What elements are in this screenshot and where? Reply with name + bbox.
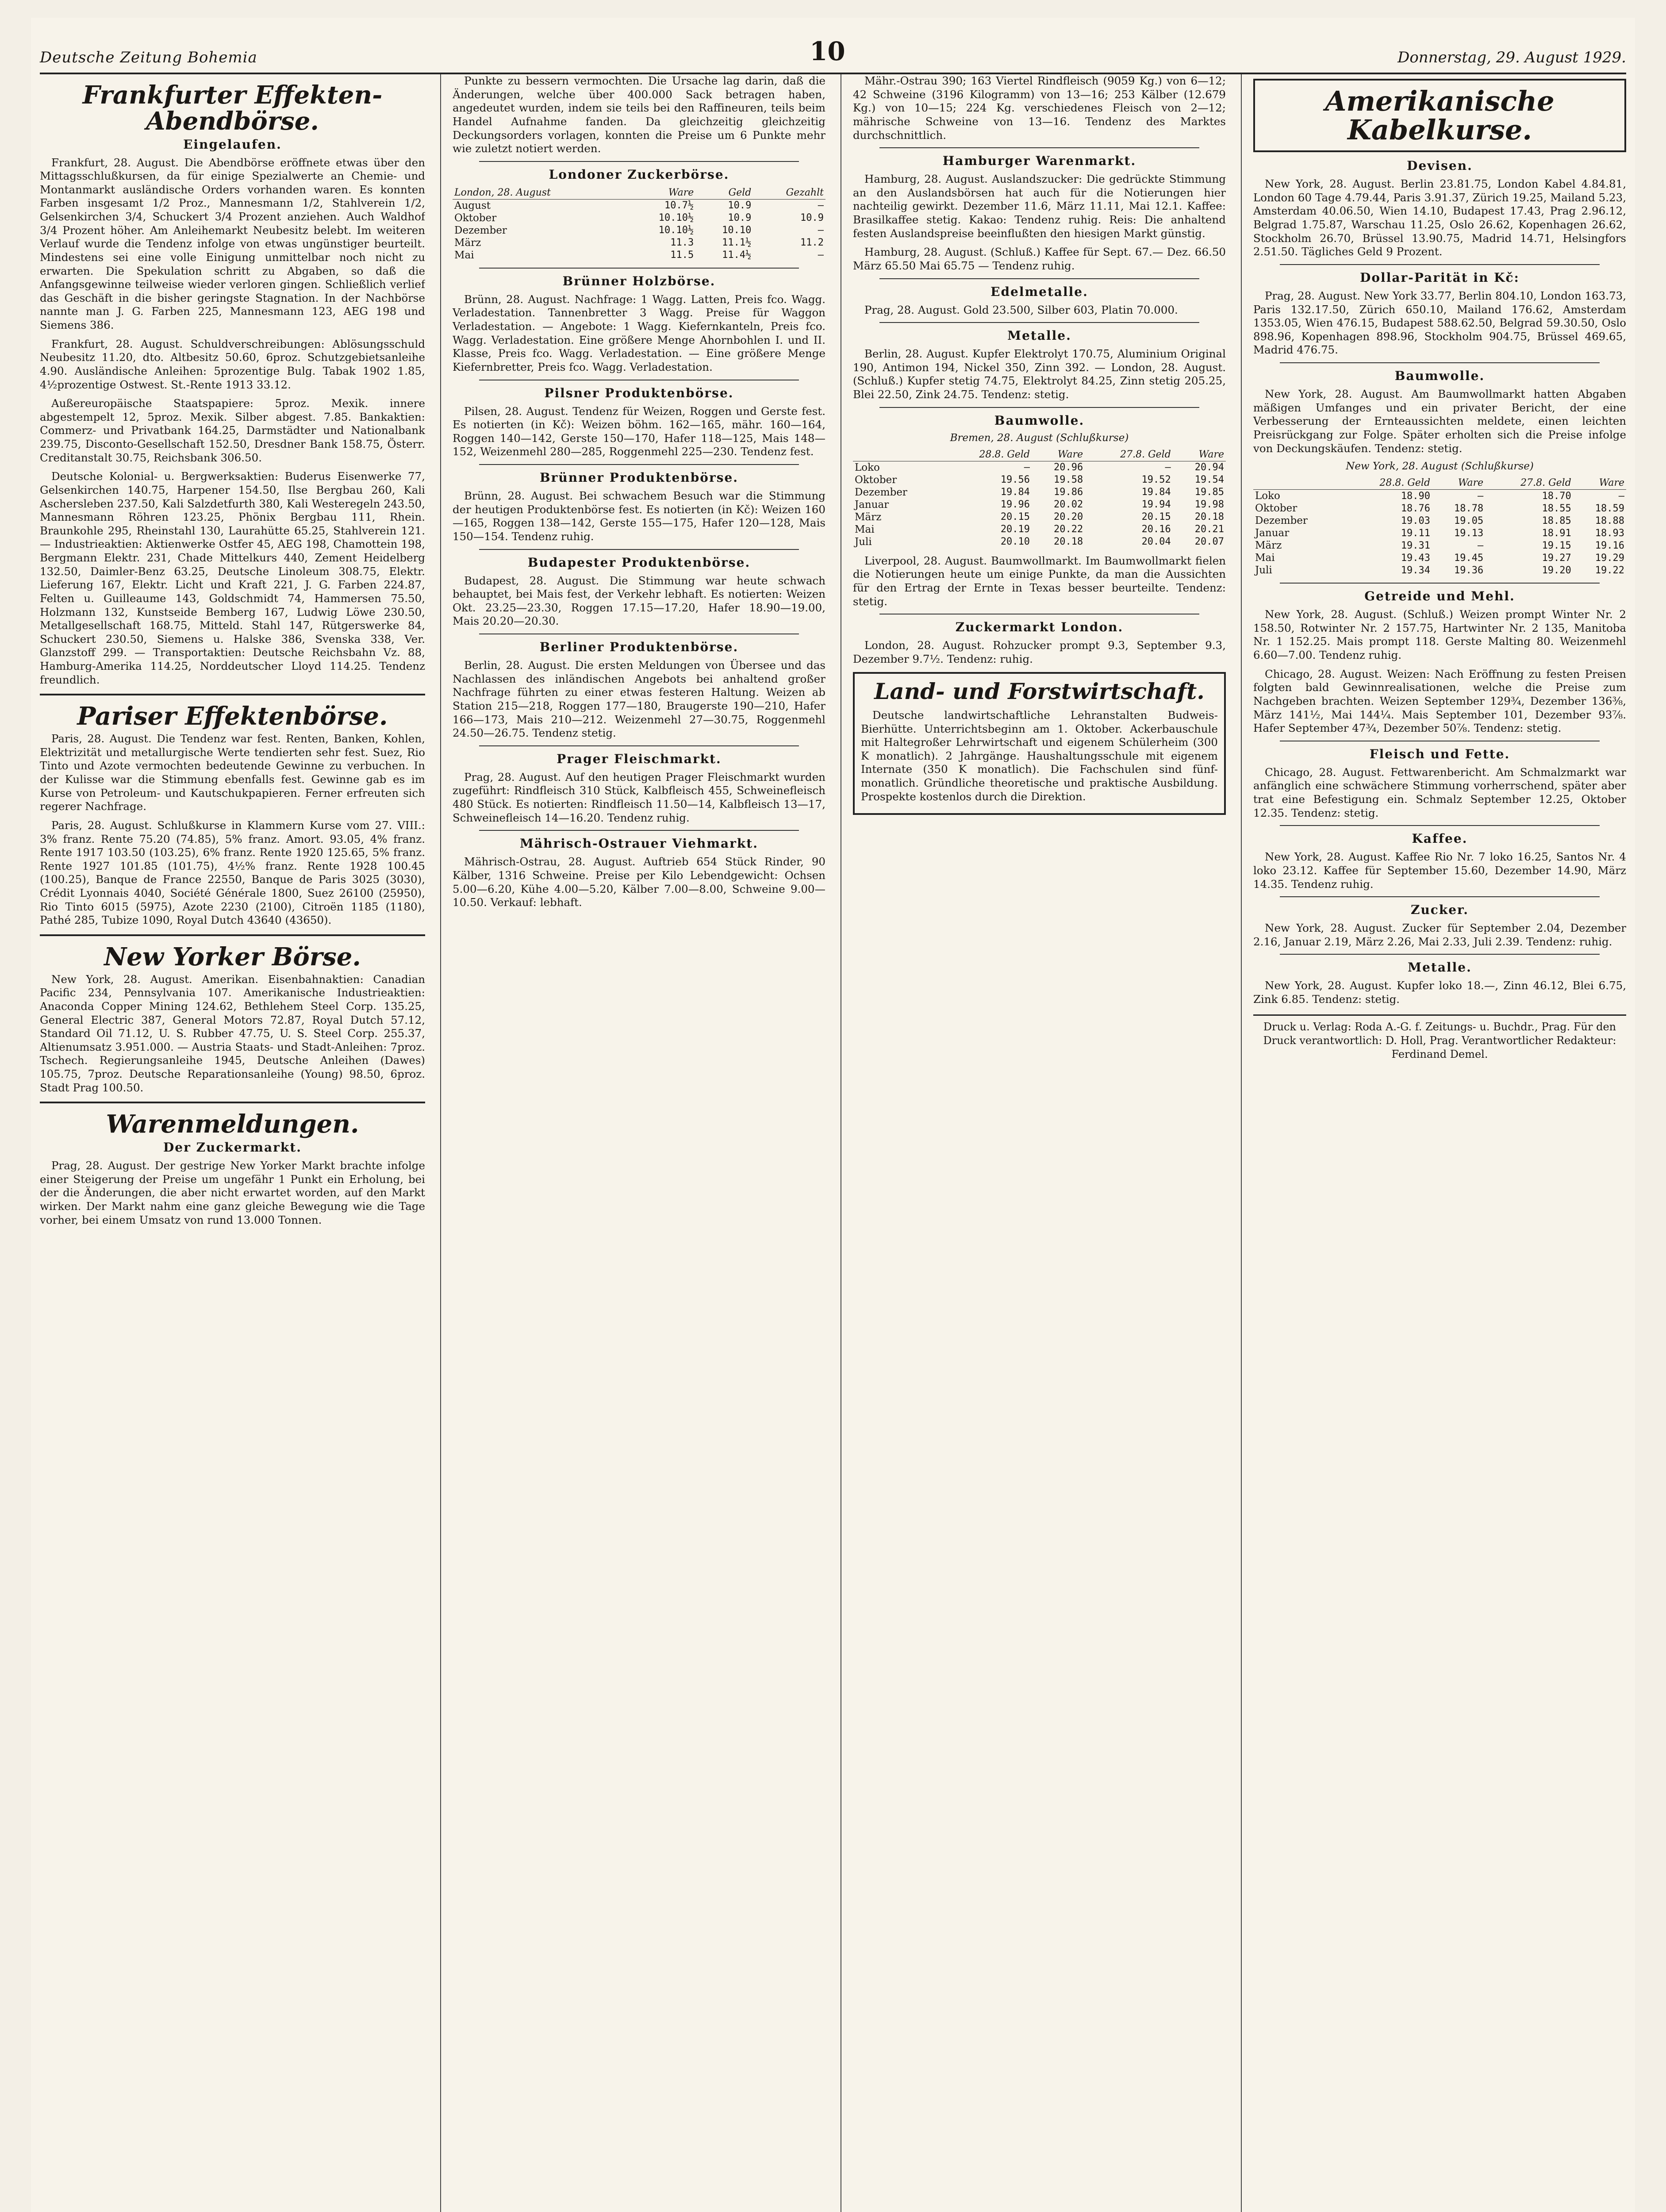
newspaper-page [31,18,1635,2212]
table-cell: 18.88 [1595,515,1624,526]
article-paragraph: Mährisch-Ostrau, 28. August. Auftrieb 654 Stück Rinder, 90 Kälber, 1316 Schweine. Preise per Kilo Lebendgewicht: Ochsen 5.00—6.20, Kühe 4.00—5.20, Kälber 7.00—8.00, Schweine 9.00—10.50. Verkauf: lebhaft. [453,855,825,909]
article-paragraph: Hamburg, 28. August. Auslandszucker: Die gedrückte Stimmung an den Auslandsbörsen hat auch für die Notierungen hier nachteilig gewirkt. Dezember 11.6, März 11.11, Mai 12.1. Kaffee: Brasilkaffee stetig. Kakao: Tendenz ruhig. Reis: Die anhaltend festen Auslandspreise beeinflußten den hiesigen Markt günstig. [853,173,1226,240]
table-cell: 20.15 [1000,511,1030,523]
table-cell: 20.20 [1053,511,1083,523]
table-cell: 19.13 [1454,527,1484,539]
table-row: Mai 11.5 11.4½ — [454,249,824,261]
table-cell: 19.05 [1454,515,1484,526]
table-cell: 19.58 [1053,474,1083,486]
table-cell: 20.94 [1194,462,1224,473]
table-cell: 19.15 [1542,540,1571,551]
table-cell: Oktober [1255,503,1297,515]
table-cell: 20.15 [1141,511,1171,523]
table-cell: Dezember [1255,515,1308,527]
table-row [853,461,1226,474]
divider [879,322,1199,323]
table-header: Ware [1032,448,1085,461]
section-title: Frankfurter Effekten-Abendbörse. [82,81,383,136]
table-cell: 19.98 [1194,499,1224,511]
section-title-boxed: Amerikanische Kabelkurse. [1253,79,1626,152]
table-cell: 19.11 [1401,527,1431,539]
section-title: Warenmeldungen. [106,1110,359,1139]
article-paragraph: Prag, 28. August. Auf den heutigen Prager Fleischmarkt wurden zugeführt: Rindfleisch 310 Stück, Kalbfleisch 455, Schweinefleisch 480 Stück. Es notierten: Rindfleisch 11.50—14, Kalbfleisch 13—17, Schweinefleisch 14—16.20. Tendenz ruhig. [453,770,825,824]
divider [1280,264,1600,265]
table-row [1253,527,1626,539]
article-paragraph: London, 28. August. Rohzucker prompt 9.3, September 9.3, Dezember 9.7½. Tendenz: ruhig. [853,639,1226,665]
table-row [853,499,1226,511]
table-row [1253,564,1626,576]
table-cell: 19.85 [1194,487,1224,498]
divider [1280,896,1600,897]
table-cell: — [1477,490,1484,502]
divider [879,278,1199,279]
table-cell: — [1024,462,1030,473]
table-caption: New York, 28. August (Schlußkurse) [1346,461,1534,472]
divider [479,464,799,465]
section-subtitle: Der Zuckermarkt. [163,1140,302,1155]
table-cell: 19.84 [1141,487,1171,498]
article-paragraph: Außereuropäische Staatspapiere: 5proz. Mexik. innere abgestempelt 12, 5proz. Mexik. Silber abgest. 7.85. Bankaktien: Commerz- und Privatbank 164.25, Darmstädter und Nationalbank 239.75, Disconto-Gesellschaft 152.50, Dresdner Bank 158.75, Österr. Creditanstalt 30.75, Reichsbank 306.50. [40,397,425,464]
table-cell: 20.19 [1000,524,1030,535]
land-forst-box [853,672,1226,815]
table-cell: Januar [1255,527,1290,539]
table-row [853,523,1226,536]
section-title: Pariser Effektenbörse. [77,702,388,731]
section-title: Fleisch und Fette. [1369,746,1510,761]
dateline: Donnerstag, 29. August 1929. [1397,49,1626,66]
table-cell: 20.21 [1194,524,1224,535]
divider [40,934,425,936]
page-number: 10 [810,36,845,66]
table-row: August 10.7½ 10.9 — [454,200,824,211]
table-header [853,448,944,461]
section-title: Prager Fleischmarkt. [557,751,722,766]
section-title: Zuckermarkt London. [955,620,1124,635]
table-cell: Mai [855,523,875,535]
article-paragraph: New York, 28. August. Amerikan. Eisenbahnaktien: Canadian Pacific 234, Pennsylvania 107. Amerikanische Industrieaktien: Anaconda Copper Mining 124.62, Bethlehem Steel Corp. 135.25, General Electric 387, General Motors 72.87, Royal Dutch 57.12, Standard Oil 71.12, U. S. Rubber 47.75, U. S. Steel Corp. 255.37, Altienumsatz 3.951.000. — Austria Staats- und Stadt-Anleihen: 7proz. Tschech. Regierungsanleihe 1945, Deutsche Anleihen (Dawes) 105.75, 7proz. Deutsche Reparationsanleihe (Young) 98.50, 6proz. Stadt Prag 100.50. [40,972,425,1094]
divider [479,268,799,269]
article-paragraph: Frankfurt, 28. August. Schuldverschreibungen: Ablösungsschuld Neubesitz 11.20, dto. Altbesitz 50.60, 6proz. Schutzgebietsanleihe 4.90. Ausländische Anleihen: 5prozentige Bulg. Tabak 1902 1.85, 4½prozentige Ostwest. St.-Rente 1913 33.12. [40,337,425,391]
article-paragraph: Frankfurt, 28. August. Die Abendbörse eröffnete etwas über den Mittagsschlußkursen, da für einige Spezialwerte an Chemie- und Montanmarkt ausländische Orders vorhanden waren. Es konnten Farben insgesamt 1/2 Proz., Mannesmann 1/2, Stahlverein 1/2, Gelsenkirchen 3/4, Schuckert 3/4 Prozent anziehen. Auch Waldhof 3/4 Prozent höher. Am Anleihemarkt Neubesitz belebt. Im weiteren Verlauf wurde die Tendenz infolge von etwas ungünstiger beurteilt. Mindestens sei eine volle Einigung unmittelbar noch nicht zu erwarten. Die Spekulation schritt zu Abgaben, so daß die Anfangsgewinne teilweise wieder verloren gingen. Schließlich verlief das Geschäft in die bisher geringste Stagnation. In der Nachbörse nannte man J. G. Farben 225, Mannesmann 123, AEG 198 und Siemens 386. [40,156,425,332]
section-subtitle: Eingelaufen. [183,137,282,152]
table-cell: 19.43 [1401,552,1431,564]
table-row: Oktober 10.10½ 10.9 10.9 [454,212,824,224]
table-row [853,536,1226,548]
table-cell: 18.78 [1454,503,1484,514]
article-paragraph: Berlin, 28. August. Kupfer Elektrolyt 170.75, Aluminium Original 190, Antimon 194, Nickel 350, Zinn 392. — London, 28. August. (Schluß.) Kupfer stetig 74.75, Elektrolyt 84.25, Zinn stetig 205.25, Blei 22.50, Zink 24.75. Tendenz: stetig. [853,347,1226,401]
divider [40,694,425,695]
table-cell: Juli [855,536,872,548]
table-cell: 19.52 [1141,474,1171,486]
column-4 [1241,74,1626,2212]
article-paragraph: Prag, 28. August. Gold 23.500, Silber 603, Platin 70.000. [864,303,1178,316]
table-cell: 19.94 [1141,499,1171,511]
article-paragraph: Chicago, 28. August. Fettwarenbericht. Am Schmalzmarkt war anfänglich eine schwächere Stimmung vorherrschend, später aber trat eine Befestigung ein. Schmalz September 12.25, Oktober 12.35. Tendenz: stetig. [1253,765,1626,819]
column-2 [440,74,825,2212]
divider [1280,954,1600,955]
article-paragraph: Mähr.-Ostrau 390; 163 Viertel Rindfleisch (9059 Kg.) von 6—12; 42 Schweine (3196 Kilogramm) von 13—16; 253 Kälber (12.679 Kg.) von 10—15; 224 Kg. verschiedenes Fleisch von 2—12; mährische Schweine von 13—16. Tendenz des Marktes durchschnittlich. [853,74,1226,142]
section-title: Hamburger Warenmarkt. [942,154,1136,169]
section-title: Baumwolle. [1394,369,1485,384]
column-3 [841,74,1226,2212]
table-cell: — [1477,540,1484,551]
section-title: New Yorker Börse. [104,942,361,972]
table-cell: 20.96 [1053,462,1083,473]
table-cell: 19.03 [1401,515,1431,526]
table-cell: 19.27 [1542,552,1571,564]
table-cell: 18.93 [1595,527,1624,539]
table-header: Geld [695,186,753,200]
table-cell: — [1165,462,1171,473]
table-cell: Loko [855,461,880,473]
table-cell: Mai [1255,552,1275,564]
article-paragraph: New York, 28. August. Zucker für September 2.04, Dezember 2.16, Januar 2.19, März 2.26, Mai 2.33, Juli 2.39. Tendenz: ruhig. [1253,922,1626,948]
table-cell: 20.22 [1053,524,1083,535]
article-paragraph: New York, 28. August. Am Baumwollmarkt hatten Abgaben mäßigen Umfanges und ein privater Bericht, der eine Verbesserung der Ernteaussichten meldete, einen leichten Preisrückgang zur Folge. Später erholten sich die Preise infolge von Deckungskäufen. Tendenz: stetig. [1253,388,1626,455]
article-paragraph: Berlin, 28. August. Die ersten Meldungen von Übersee und das Nachlassen des inländischen Angebots bei anhaltend großer Nachfrage führten zu einer etwas festeren Haltung. Weizen ab Station 215—218, Roggen 177—180, Braugerste 190—210, Hafer 166—173, Mais 210—212. Weizenmehl 27—30.75, Roggenmehl 24.50—26.75. Tendenz stetig. [453,659,825,740]
table-cell: Dezember [855,486,907,498]
article-paragraph: Hamburg, 28. August. (Schluß.) Kaffee für Sept. 67.— Dez. 66.50 März 65.50 Mai 65.75 — Tendenz ruhig. [853,246,1226,272]
masthead: Deutsche Zeitung Bohemia [40,49,257,66]
article-paragraph: Paris, 28. August. Schlußkurse in Klammern Kurse vom 27. VIII.: 3% franz. Rente 75.20 (74.85), 5% franz. Amort. 93.05, 4% franz. Rente 1917 103.50 (103.25), 6% franz. Rente 1920 125.65, 5% franz. Rente 1927 101.85 (101.75), 4½% franz. Rente 1928 100.45 (100.25), Banque de France 22550, Banque de Paris 3025 (3030), Crédit Lyonnais 4040, Société Générale 1800, Suez 26100 (25950), Rio Tinto 6015 (5975), Azote 2230 (2100), Citroën 1185 (1180), Pathé 285, Tubize 1090, Royal Dutch 43640 (43650). [40,818,425,927]
table-row [1253,552,1626,564]
table-header: 28.8. Geld [1344,476,1432,490]
table-row [853,486,1226,499]
table-cell: Oktober [855,474,897,486]
table-cell: 18.70 [1542,490,1571,502]
article-paragraph: Prag, 28. August. Der gestrige New Yorker Markt brachte infolge einer Steigerung der Preise um ungefähr 1 Punkt ein Erholung, bei der die Änderungen, die aber nicht erwartet worden, auf den Markt wirken. Der Markt nahm eine ganz gleiche Bewegung wie die Tage vorher, bei einem Umsatz von rund 13.000 Tonnen. [40,1159,425,1226]
table-header: 27.8. Geld [1485,476,1573,490]
table-cell: 18.85 [1542,515,1571,526]
table-cell: 19.86 [1053,487,1083,498]
table-header: 27.8. Geld [1085,448,1173,461]
page-header [40,18,1626,74]
divider [1280,362,1600,363]
table-header: London, 28. August [453,186,628,200]
table-cell: 19.36 [1454,565,1484,576]
divider [879,147,1199,148]
section-title: Brünner Produktenbörse. [539,470,739,485]
column-1 [40,74,425,2212]
table-cell: — [1618,490,1624,502]
table-row [1253,539,1626,552]
table-row [1253,515,1626,527]
table-row [853,511,1226,523]
article-paragraph: Prag, 28. August. New York 33.77, Berlin 804.10, London 163.73, Paris 132.17.50, Zürich 650.10, Mailand 176.62, Amsterdam 1353.05, Wien 476.15, Budapest 588.62.50, Belgrad 59.30.50, Oslo 898.96, Kopenhagen 898.96, Stockholm 904.75, Brüssel 469.65, Madrid 476.75. [1253,289,1626,357]
table-row [1253,490,1626,503]
table-cell: Juli [1255,565,1272,576]
table-caption: Bremen, 28. August (Schlußkurse) [950,432,1129,444]
columns [40,74,1626,2212]
section-title: Brünner Holzbörse. [562,273,716,288]
table-cell: 19.22 [1595,565,1624,576]
divider [1280,825,1600,826]
table-cell: 19.16 [1595,540,1624,551]
section-title: Dollar-Parität in Kč: [1360,270,1520,285]
divider [479,161,799,162]
article-paragraph: Pilsen, 28. August. Tendenz für Weizen, Roggen und Gerste fest. Es notierten (in Kč): Weizen böhm. 162—165, mähr. 160—164, Roggen 140—142, Gerste 150—170, Hafer 118—125, Mais 148—152, Weizenmehl 280—285, Roggenmehl 225—230. Tendenz fest. [453,404,825,458]
article-paragraph: Budapest, 28. August. Die Stimmung war heute schwach behauptet, bei Mais fest, der Verkehr lebhaft. Es notierten: Weizen Okt. 23.25—23.30, Roggen 17.15—17.20, Hafer 18.90—19.00, Mais 20.20—20.30. [453,574,825,628]
section-subtitle: Devisen. [1407,158,1473,173]
table-cell: März [855,511,882,523]
table-cell: 20.02 [1053,499,1083,511]
article-paragraph: Paris, 28. August. Die Tendenz war fest. Renten, Banken, Kohlen, Elektrizität und metallurgische Werte tendierten sehr fest. Suez, Rio Tinto und Azote vermochten bedeutende Gewinne zu verbuchen. In der Kulisse war die Stimmung ebenfalls fest. Gewinne gab es im Kurse von Petroleum- und Kautschukpapieren. Ferner erfreuten sich regerer Nachfrage. [40,732,425,813]
article-paragraph: Brünn, 28. August. Nachfrage: 1 Wagg. Latten, Preis fco. Wagg. Verladestation. Tannenbretter 3 Wagg. Preise für Waggon Verladestation. — Angebote: 1 Wagg. Kiefernkanteln, Preis fco. Wagg. Verladestation. Eine größere Menge Ahornbohlen I. und II. Klasse, Preis fco. Wagg. Verladestation. — Eine größere Menge Kiefernbretter, Preis fco. Wagg. Verladestation. [453,292,825,373]
section-title: Baumwolle. [994,413,1085,428]
article-paragraph: New York, 28. August. Kupfer loko 18.—, Zinn 46.12, Blei 6.75, Zink 6.85. Tendenz: stetig. [1253,979,1626,1006]
section-title: Edelmetalle. [990,284,1088,299]
table-cell: 20.07 [1194,536,1224,548]
article-paragraph: New York, 28. August. (Schluß.) Weizen prompt Winter Nr. 2 158.50, Rotwinter Nr. 2 157.75, Hartwinter Nr. 2 135, Manitoba Nr. 1 152.25. Mais prompt 118. Gerste Malting 80. Weizenmehl 6.60—7.00. Tendenz ruhig. [1253,608,1626,662]
section-title: Londoner Zuckerbörse. [549,167,729,182]
table-cell: 20.18 [1194,511,1224,523]
table-cell: Loko [1255,490,1280,502]
article-paragraph: Deutsche landwirtschaftliche Lehranstalten Budweis-Bierhütte. Unterrichtsbeginn am 1. Oktober. Ackerbauschule mit Haltegroßer Lehrwirtschaft und eigenem Schülerheim (300 K monatlich). 2 Jahrgänge. Haushaltungsschule mit eigenem Internate (350 K monatlich). Die Fachschulen sind fünf-monatlich. Gründliche theoretische und praktische Ausbildung. Prospekte kostenlos durch die Direktion. [861,708,1218,803]
table-header: Ware [1432,476,1485,490]
divider [479,745,799,746]
article-paragraph: Punkte zu bessern vermochten. Die Ursache lag darin, daß die Änderungen, welche über 400.000 Sack betragen haben, angedeutet wurden, indem sie teils bei den Raffineuren, teils beim Handel Aufnahme fanden. Da gleichzeitig gleichzeitig Deckungsorders vorlagen, konnten die Preise um 6 Punkte mehr wie zuletzt notiert werden. [453,74,825,155]
divider [479,830,799,831]
section-title: Metalle. [1007,328,1071,343]
section-title: Mährisch-Ostrauer Viehmarkt. [520,836,758,851]
section-title: Getreide und Mehl. [1364,589,1515,604]
article-paragraph: Brünn, 28. August. Bei schwachem Besuch war die Stimmung der heutigen Produktenbörse fest. Es notierten (in Kč): Weizen 160—165, Roggen 138—142, Gerste 155—175, Hafer 120—128, Mais 150—154. Tendenz ruhig. [453,489,825,543]
table-cell: 18.76 [1401,503,1431,514]
table-cell: 19.31 [1401,540,1431,551]
section-title: Metalle. [1408,960,1472,975]
imprint: Druck u. Verlag: Roda A.-G. f. Zeitungs- u. Buchdr., Prag. Für den Druck verantwortlich: D. Holl, Prag. Verantwortlicher Redakteur: Ferdinand Demel. [1253,1014,1626,1062]
divider [479,549,799,550]
table-cell: 19.45 [1454,552,1484,564]
table-header: Ware [628,186,695,200]
divider [1280,583,1600,584]
table-cell: 18.91 [1542,527,1571,539]
article-paragraph: New York, 28. August. Kaffee Rio Nr. 7 loko 16.25, Santos Nr. 4 loko 23.12. Kaffee für September 15.60, Dezember 14.90, März 14.35. Tendenz ruhig. [1253,850,1626,891]
table-header: Ware [1573,476,1626,490]
table-row [853,474,1226,486]
bremen-cotton-table [853,448,1226,548]
section-title: Berliner Produktenbörse. [539,640,739,654]
table-row [1253,502,1626,515]
table-cell: März [1255,540,1282,552]
table-cell: 18.90 [1401,490,1431,502]
section-title: Pilsner Produktenbörse. [544,385,734,400]
table-row: März 11.3 11.1½ 11.2 [454,237,824,249]
table-cell: 19.29 [1595,552,1624,564]
section-title: Budapester Produktenbörse. [527,555,751,570]
section-title: Kaffee. [1412,831,1468,846]
article-paragraph: Deutsche Kolonial- u. Bergwerksaktien: Buderus Eisenwerke 77, Gelsenkirchen 140.75, Harpener 154.50, Ilse Bergbau 260, Kali Aschersleben 237.50, Kali Salzdetfurth 380, Kali Westeregeln 243.50, Mannesmann Röhren 123.25, Phönix Bergbau 111, Rhein. Braunkohle 295, Rheinstahl 130, Laurahütte 65.25, Stahlverein 121. — Industrieaktien: Aktienwerke Ostfer 45, AEG 198, Chamottein 198, Bergmann Elektr. 231, Chade Mittelkurs 440, Zement Heidelberg 132.50, Daimler-Benz 63.25, Deutsche Linoleum 308.75, Elektr. Lieferung 167, Elektr. Licht und Kraft 221, J. G. Farben 224.87, Felten u. Guilleaume 143, Goldschmidt 74, Hammersen 75.50, Holzmann 132, Kunstseide Bemberg 167, Ludwig Löwe 230.50, Metallgesellschaft 168.75, Mitteld. Stahl 147, Rütgerswerke 84, Schuckert 230.50, Siemens u. Halske 386, Svenska 338, Ver. Glanzstoff 299. — Transportaktien: Deutsche Reichsbahn Vz. 88, Hamburg-Amerika 114.25, Norddeutscher Lloyd 114.25. Tendenz freundlich. [40,470,425,686]
box-title: Land- und Forstwirtschaft. [874,678,1205,705]
table-cell: 20.18 [1053,536,1083,548]
table-cell: 18.55 [1542,503,1571,514]
table-cell: 19.54 [1194,474,1224,486]
divider [40,1102,425,1103]
table-row: Dezember 10.10½ 10.10 — [454,224,824,236]
table-cell: 19.34 [1401,565,1431,576]
table-cell: Januar [855,499,889,511]
table-cell: 20.16 [1141,524,1171,535]
table-header [1253,476,1344,490]
article-paragraph: New York, 28. August. Berlin 23.81.75, London Kabel 4.84.81, London 60 Tage 4.79.44, Paris 3.91.37, Zürich 19.25, Mailand 5.23, Amsterdam 40.06.50, Wien 14.10, Budapest 17.43, Prag 2.96.12, Belgrad 1.75.87, Warschau 11.25, Oslo 26.62, Kopenhagen 26.62, Stockholm 26.70, Brüssel 13.90.75, Madrid 14.71, Helsingfors 2.51.50. Tägliches Geld 9 Prozent. [1253,177,1626,258]
article-paragraph: Chicago, 28. August. Weizen: Nach Eröffnung zu festen Preisen folgten bald Gewinnrealisationen, welche die Preise zum Nachgeben brachten. Weizen September 129¾, Dezember 136⅜, März 141½, Mai 144¼. Mais September 101, Dezember 93⅞. Hafer September 47¾, Dezember 50⅞. Tendenz: stetig. [1253,667,1626,735]
article-paragraph: Liverpool, 28. August. Baumwollmarkt. Im Baumwollmarkt fielen die Notierungen heute um einige Punkte, da man die Aussichten für den Ertrag der Ernte in Texas besser beurteilte. Tendenz: stetig. [853,554,1226,608]
table-header: Ware [1173,448,1226,461]
table-header: Gezahlt [753,186,825,200]
table-cell: 19.20 [1542,565,1571,576]
london-sugar-table [453,186,825,261]
table-cell: 19.84 [1000,487,1030,498]
table-cell: 20.04 [1141,536,1171,548]
table-cell: 18.59 [1595,503,1624,514]
divider [879,407,1199,408]
table-cell: 19.96 [1000,499,1030,511]
table-header: 28.8. Geld [944,448,1032,461]
section-title: Zucker. [1411,902,1469,918]
table-cell: 20.10 [1000,536,1030,548]
ny-cotton-table [1253,476,1626,576]
table-cell: 19.56 [1000,474,1030,486]
